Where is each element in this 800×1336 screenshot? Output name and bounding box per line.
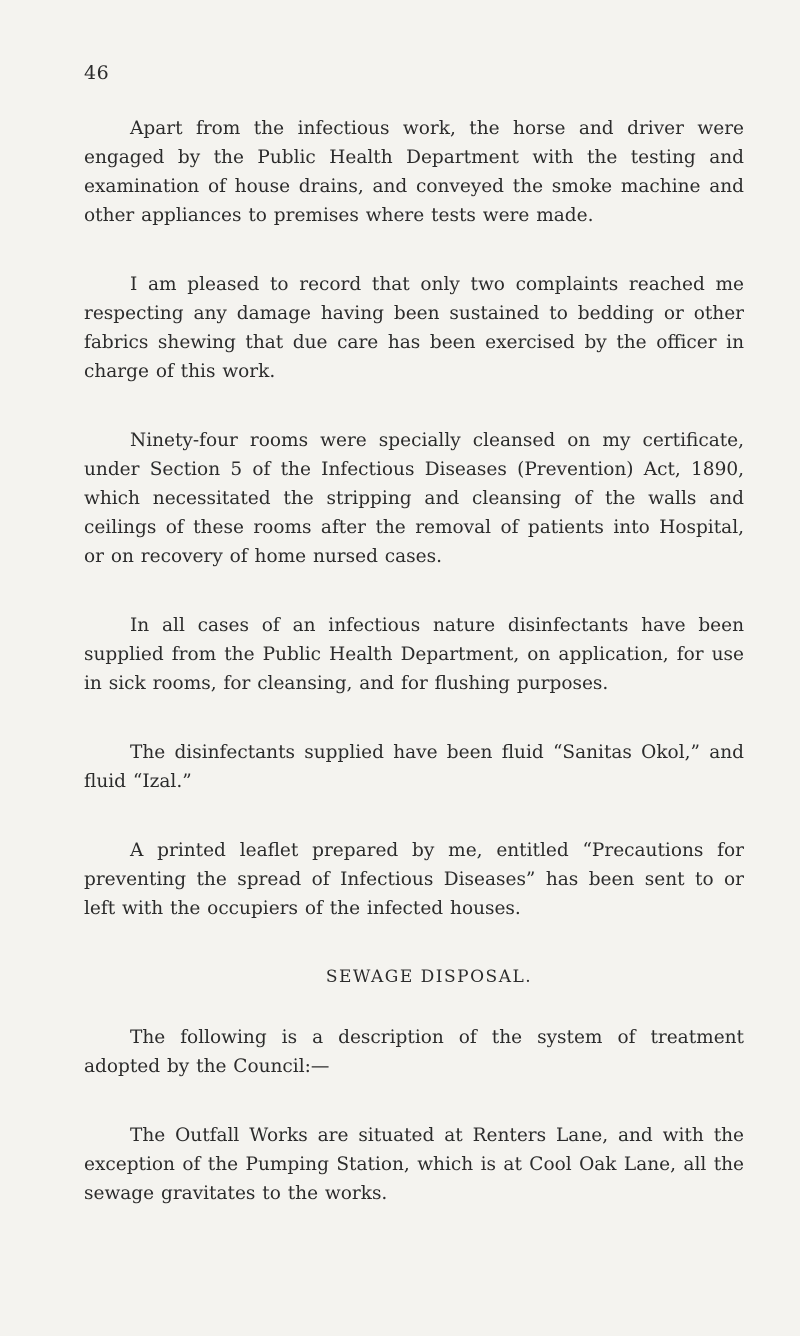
paragraph-disinfectants-supplied: In all cases of an infectious nature disinfectants have been supplied from the Public Health Department, on application, for use in sick rooms, for cleansing, and for flushing purposes. bbox=[84, 615, 744, 694]
paragraph-outfall-works: The Outfall Works are situated at Renters Lane, and with the exception of the Pumping Station, which is at Cool Oak Lane, all the sewage gravitates to the works. bbox=[84, 1125, 744, 1204]
paragraph-treatment-description: The following is a description of the system of treatment adopted by the Council:— bbox=[84, 1027, 744, 1077]
paragraph-disinfectant-types: The disinfectants supplied have been fluid “Sanitas Okol,” and fluid “Izal.” bbox=[84, 742, 744, 792]
paragraph-complaints: I am pleased to record that only two complaints reached me respecting any damage having been sustained to bedding or other fabrics shewing that due care has been exercised by the officer in charge of this work. bbox=[84, 274, 744, 382]
section-heading-sewage-disposal: SEWAGE DISPOSAL. bbox=[325, 967, 533, 987]
body-text bbox=[84, 114, 744, 1248]
paragraph-printed-leaflet: A printed leaflet prepared by me, entitled “Precautions for preventing the spread of Infectious Diseases” has been sent to or left with the occupiers of the infected houses. bbox=[84, 840, 744, 919]
paragraph-horse-and-driver: Apart from the infectious work, the horse and driver were engaged by the Public Health Department with the testing and examination of house drains, and conveyed the smoke machine and other appliances to premises where tests were made. bbox=[84, 118, 744, 226]
page-number: 46 bbox=[84, 62, 110, 84]
paragraph-rooms-cleansed: Ninety-four rooms were specially cleansed on my certificate, under Section 5 of the Infectious Diseases (Prevention) Act, 1890, which necessitated the stripping and cleansing of the walls and ceilings of these rooms after the removal of patients into Hospital, or on recovery of home nursed cases. bbox=[84, 430, 744, 567]
